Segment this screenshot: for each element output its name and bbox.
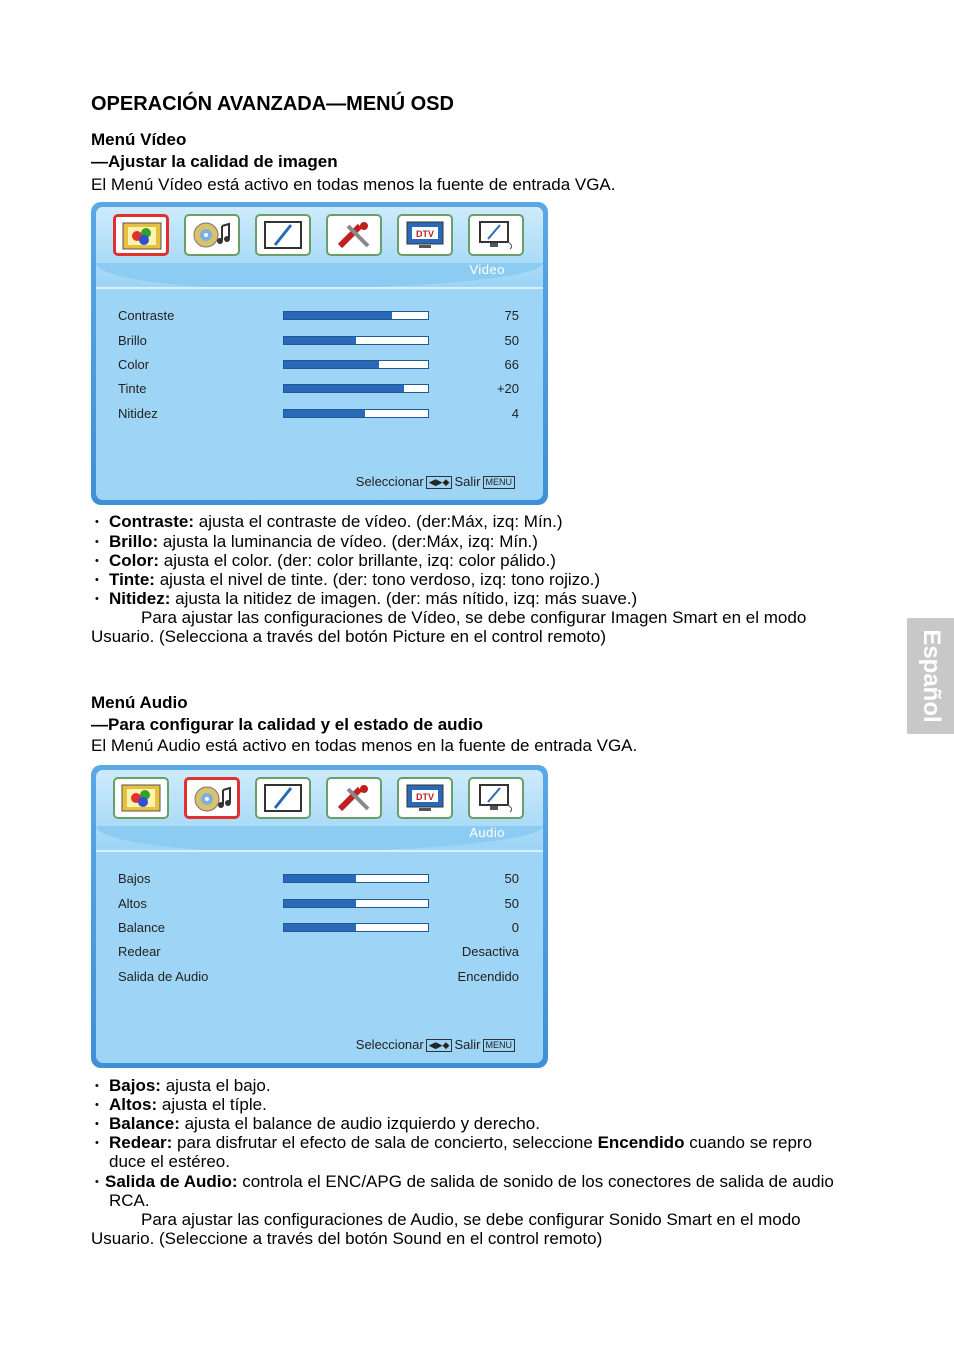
dtv-menu-icon[interactable] (397, 777, 453, 819)
video-row-value: 4 (511, 406, 519, 421)
video-row-value: 75 (504, 308, 519, 323)
video-osd-panel (91, 202, 548, 505)
video-row-label: Nitidez (118, 406, 158, 421)
list-item: • Color: ajusta el color. (der: color brillante, izq: color pálido.) (95, 551, 556, 570)
screen-menu-icon[interactable] (255, 777, 311, 819)
altos-slider[interactable] (283, 899, 429, 908)
list-item: • Redear: para disfrutar el efecto de sala de concierto, seleccione Encendido cuando se repro (95, 1133, 813, 1152)
contraste-slider[interactable] (283, 311, 429, 320)
audio-intro: El Menú Audio está activo en todas menos en la fuente de entrada VGA. (91, 736, 638, 755)
list-item: • Brillo: ajusta la luminancia de vídeo. (der:Máx, izq: Mín.) (95, 532, 538, 551)
video-note-cont: Usuario. (Selecciona a través del botón Picture en el control remoto) (91, 627, 606, 646)
audio-heading: Menú Audio (91, 693, 188, 712)
arrow-keys-icon: ◀▶◆ (426, 1039, 453, 1052)
audio-menu-icon[interactable] (184, 777, 240, 819)
video-row-label: Contraste (118, 308, 175, 323)
balance-slider[interactable] (283, 923, 429, 932)
list-item: • Altos: ajusta el típle. (95, 1095, 267, 1114)
list-item-cont: RCA. (109, 1191, 150, 1210)
audio-osd-panel (91, 765, 548, 1068)
audio-row-label: Balance (118, 920, 165, 935)
audio-note: Para ajustar las configuraciones de Audio, se debe configurar Sonido Smart en el modo (141, 1210, 801, 1229)
menu-key-icon: MENU (483, 1039, 516, 1052)
video-intro: El Menú Vídeo está activo en todas menos la fuente de entrada VGA. (91, 175, 616, 194)
audio-row-label: Salida de Audio (118, 969, 209, 984)
picture-menu-icon[interactable] (113, 214, 169, 256)
audio-row-value: 0 (511, 920, 519, 935)
exit-hint: Salir (454, 474, 481, 489)
list-item: • Contraste: ajusta el contraste de vídeo. (der:Máx, izq: Mín.) (95, 512, 563, 531)
list-item-cont: duce el estéreo. (109, 1152, 230, 1171)
audio-row-label: Redear (118, 944, 161, 959)
audio-subheading: —Para configurar la calidad y el estado de audio (91, 715, 484, 734)
menu-key-icon: MENU (483, 476, 516, 489)
redear-value[interactable]: Desactiva (461, 944, 519, 959)
picture-menu-icon[interactable] (113, 777, 169, 819)
audio-row-label: Bajos (118, 871, 151, 886)
video-row-label: Color (118, 357, 150, 372)
video-heading: Menú Vídeo (91, 130, 187, 149)
pc-menu-icon[interactable] (468, 214, 524, 256)
brillo-slider[interactable] (283, 336, 429, 345)
dtv-menu-icon[interactable] (397, 214, 453, 256)
arrow-keys-icon: ◀▶◆ (426, 476, 453, 489)
audio-row-label: Altos (118, 896, 147, 911)
audio-output-value[interactable]: Encendido (457, 969, 519, 984)
video-row-label: Tinte (118, 381, 147, 396)
select-hint: Seleccionar (355, 474, 424, 489)
list-item: • Bajos: ajusta el bajo. (95, 1076, 271, 1095)
video-note: Para ajustar las configuraciones de Vídeo, se debe configurar Imagen Smart en el modo (141, 608, 807, 627)
list-item: • Nitidez: ajusta la nitidez de imagen. (der: más nítido, izq: más suave.) (95, 589, 638, 608)
video-osd-footer (356, 474, 517, 489)
audio-osd-title: Audio (469, 825, 505, 840)
video-osd-title: Video (469, 262, 505, 277)
language-side-tab (907, 618, 954, 734)
audio-row-value: 50 (504, 871, 519, 886)
page-title: OPERACIÓN AVANZADA—MENÚ OSD (91, 93, 454, 115)
nitidez-slider[interactable] (283, 409, 429, 418)
video-subheading: —Ajustar la calidad de imagen (91, 152, 338, 171)
bajos-slider[interactable] (283, 874, 429, 883)
audio-osd-footer (356, 1037, 517, 1052)
setup-menu-icon[interactable] (326, 214, 382, 256)
tinte-slider[interactable] (283, 384, 429, 393)
svg-text:DTV: DTV (416, 229, 434, 239)
audio-row-value: 50 (504, 896, 519, 911)
select-hint: Seleccionar (355, 1037, 424, 1052)
list-item: • Salida de Audio: controla el ENC/APG de salida de sonido de los conectores de salida de audio (95, 1172, 834, 1191)
svg-text:DTV: DTV (416, 792, 434, 802)
screen-menu-icon[interactable] (255, 214, 311, 256)
video-row-value: 66 (504, 357, 519, 372)
setup-menu-icon[interactable] (326, 777, 382, 819)
audio-note-cont: Usuario. (Seleccione a través del botón Sound en el control remoto) (91, 1229, 603, 1248)
video-row-value: +20 (496, 381, 519, 396)
audio-menu-icon[interactable] (184, 214, 240, 256)
color-slider[interactable] (283, 360, 429, 369)
video-row-label: Brillo (118, 333, 147, 348)
exit-hint: Salir (454, 1037, 481, 1052)
video-row-value: 50 (504, 333, 519, 348)
list-item: • Balance: ajusta el balance de audio izquierdo y derecho. (95, 1114, 540, 1133)
pc-menu-icon[interactable] (468, 777, 524, 819)
language-label: Español (917, 629, 945, 723)
list-item: • Tinte: ajusta el nivel de tinte. (der: tono verdoso, izq: tono rojizo.) (95, 570, 601, 589)
